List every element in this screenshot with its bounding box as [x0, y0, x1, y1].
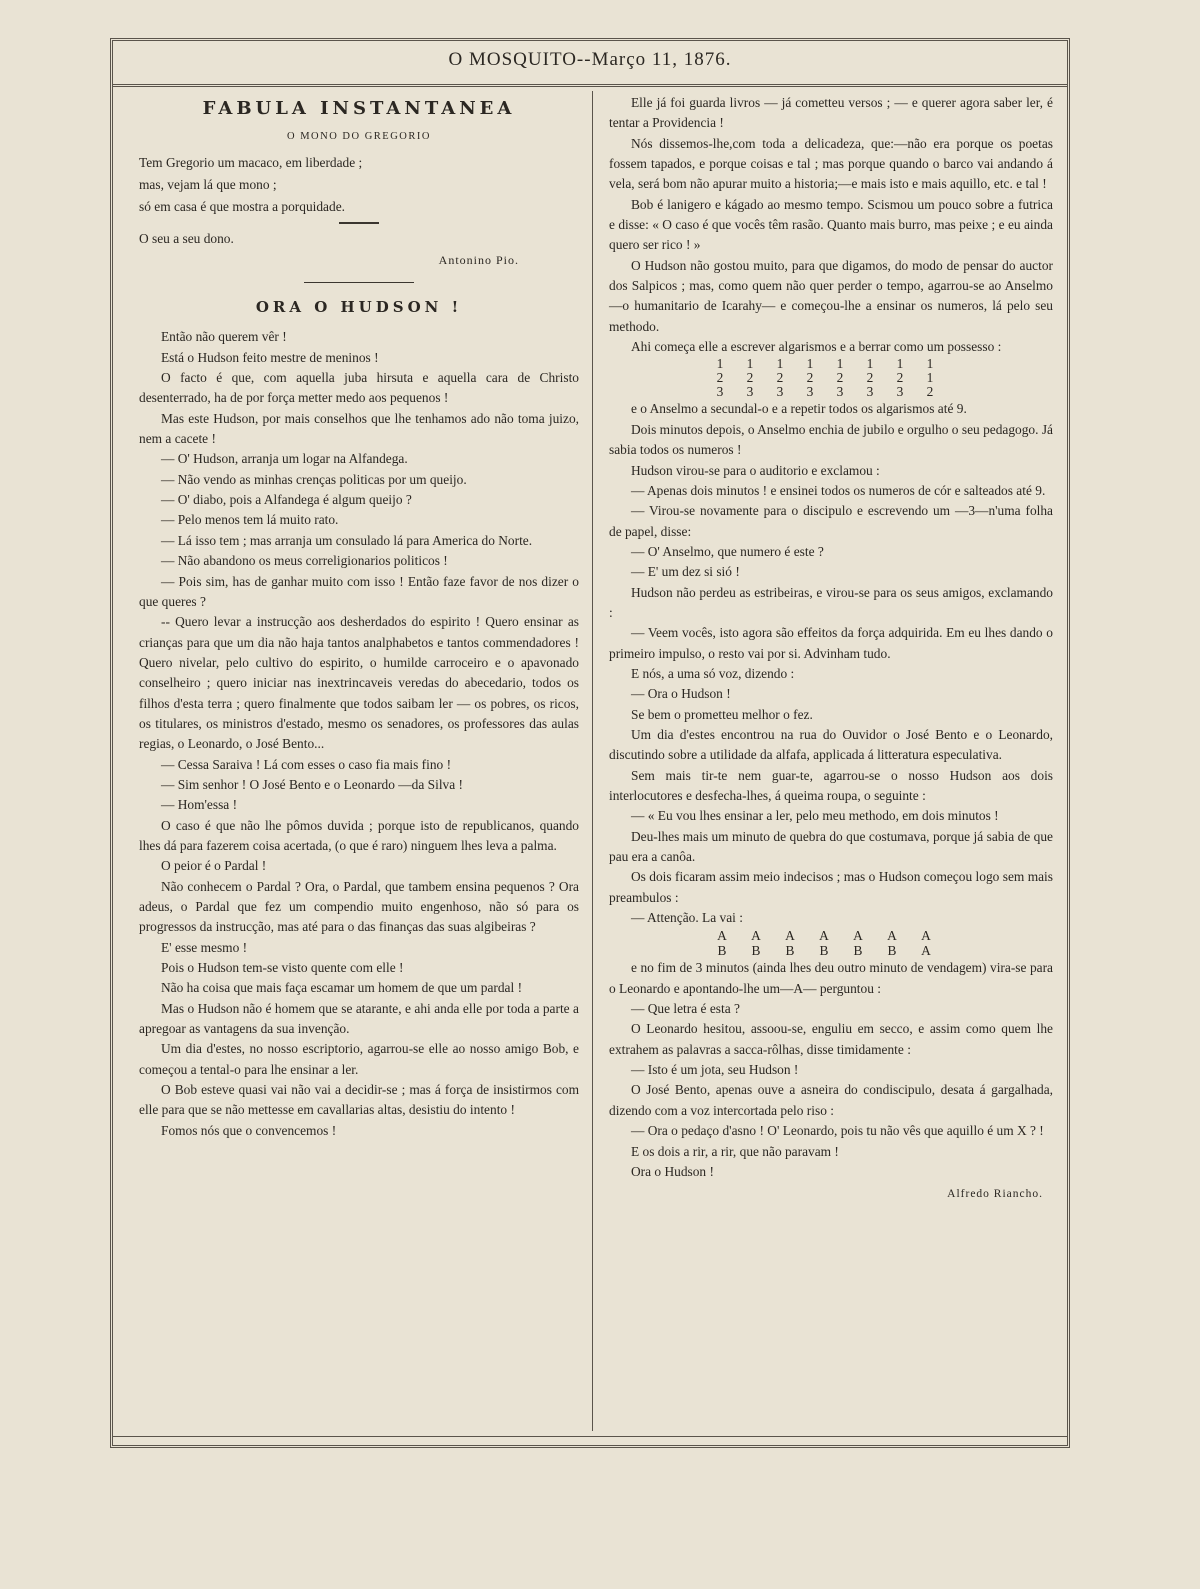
section-separator: [304, 282, 414, 283]
paragraph: — Veem vocês, isto agora são effeitos da força adquirida. Em eu lhes dando o primeiro impulso, o resto vai por si. Advinham tudo.: [609, 625, 1053, 661]
table-cell: A: [921, 943, 931, 959]
paragraph: — Isto é um jota, seu Hudson !: [631, 1062, 799, 1078]
paragraph: — Pelo menos tem lá muito rato.: [161, 512, 339, 528]
table-cell: B: [717, 943, 727, 959]
paragraph: O facto é que, com aquella juba hirsuta e aquella cara de Christo desenterrado, ha de por força metter medo aos pequenos !: [139, 370, 579, 406]
paragraph: -- Quero levar a instrucção aos desherdados do espirito ! Quero ensinar as crianças para que um dia não haja tantos analphabetos e tantos commendadores ! Quero nivelar, pelo cultivo do espirito, o humilde carroceiro e o apavonado conselheiro ; quero iniciar nas inextrincaveis veredas do abecedario, todos os filhos d'esta terra ; quero finalmente que todos saibam ler — os pobres, os ricos, os titulares, os ministros d'estado, mesmo os senadores, os professores das aulas regias, o Leonardo, o José Bento...: [139, 614, 579, 752]
paragraph: — Virou-se novamente para o discipulo e escrevendo um —3—n'uma folha de papel, disse:: [609, 503, 1053, 539]
poem-rule: [339, 222, 379, 224]
paragraph: Ahi começa elle a escrever algarismos e a berrar como um possesso :: [631, 339, 1002, 355]
table-cell: 2: [746, 370, 754, 386]
paragraph: Elle já foi guarda livros — já cometteu versos ; — e querer agora saber ler, é tentar a Providencia !: [609, 95, 1053, 131]
table-cell: A: [785, 928, 795, 944]
paragraph: — Cessa Saraiva ! Lá com esses o caso fia mais fino !: [161, 756, 452, 772]
paragraph: Sem mais tir-te nem guar-te, agarrou-se o nosso Hudson aos dois interlocutores e desfecha-lhes, á queima roupa, o seguinte :: [609, 767, 1053, 803]
paragraph: Um dia d'estes encontrou na rua do Ouvidor o José Bento e o Leonardo, discutindo sobre a utilidade da alfafa, applicada á litteratura especulativa.: [609, 726, 1053, 763]
paragraph: Dois minutos depois, o Anselmo enchia de jubilo e orgulho o seu pedagogo. Já sabia todos os numeros !: [609, 421, 1053, 458]
paragraph: — Pois sim, has de ganhar muito com isso ! Então faze favor de nos dizer o que queres ?: [139, 573, 579, 609]
table-cell: 1: [776, 356, 784, 372]
paragraph: Não ha coisa que mais faça escamar um homem de que um pardal !: [161, 980, 523, 996]
table-cell: 2: [866, 370, 874, 386]
paragraph: Pois o Hudson tem-se visto quente com elle !: [161, 960, 404, 976]
bottom-rule: [113, 1436, 1067, 1437]
paragraph: Nós dissemos-lhe,com toda a delicadeza, que:—não era porque os poetas fossem tapados, e porque coisas e tal ; mas porque quando o barco vai andando á vela, será bom não apurar muito a historia;—e mais isto e mais aquillo, etc. e tal !: [609, 135, 1053, 192]
left-column: [139, 93, 579, 1141]
paragraph: Um dia d'estes, no nosso escriptorio, agarrou-se elle ao nosso amigo Bob, e começou a tental-o para lhe ensinar a ler.: [139, 1041, 579, 1077]
paragraph: Não conhecem o Pardal ? Ora, o Pardal, que tambem ensina pequenos ? Ora adeus, o Pardal que fez um compendio muito engenhoso, não só para os progressos da instrucção, mas até para o das finanças das suas algibeiras ?: [139, 878, 579, 935]
right-article-body-c: [609, 958, 1053, 1182]
table-cell: 3: [836, 384, 844, 400]
right-column: [609, 93, 1053, 1205]
page-header: O MOSQUITO--Março 11, 1876.: [448, 49, 732, 70]
paragraph: Ora o Hudson !: [631, 1163, 714, 1179]
page-frame: [110, 38, 1070, 1448]
paragraph: — Attenção. La vai :: [631, 910, 743, 926]
paragraph: O José Bento, apenas ouve a asneira do condiscipulo, desata á gargalhada, dizendo com a voz intercortada pelo riso :: [609, 1082, 1053, 1118]
paragraph: E os dois a rir, a rir, que não paravam !: [631, 1143, 839, 1159]
table-cell: A: [751, 928, 761, 944]
paragraph: — Que letra é esta ?: [631, 1001, 740, 1017]
paragraph: O peior é o Pardal !: [161, 858, 267, 874]
table-cell: B: [751, 943, 761, 959]
table-cell: 3: [806, 384, 814, 400]
paragraph: Os dois ficaram assim meio indecisos ; mas o Hudson começou logo sem mais preambulos :: [609, 869, 1053, 905]
article-title: ORA O HUDSON !: [255, 298, 463, 317]
table-cell: 2: [806, 370, 814, 386]
paragraph: O Leonardo hesitou, assoou-se, enguliu em secco, e assim como quem lhe extrahem as palavras a sacca-rôlhas, disse timidamente :: [609, 1021, 1053, 1057]
table-cell: 1: [896, 356, 904, 372]
paragraph: Então não querem vêr !: [161, 329, 287, 345]
table-cell: A: [921, 928, 931, 944]
table-cell: 2: [716, 370, 724, 386]
table-cell: 3: [746, 384, 754, 400]
table-cell: 1: [746, 356, 754, 372]
table-cell: 3: [776, 384, 784, 400]
table-cell: 1: [926, 370, 934, 386]
table-cell: 1: [866, 356, 874, 372]
table-cell: B: [785, 943, 795, 959]
paragraph: — Não abandono os meus correligionarios politicos !: [161, 553, 448, 569]
paragraph: Se bem o prometteu melhor o fez.: [631, 706, 813, 722]
paragraph: e no fim de 3 minutos (ainda lhes deu outro minuto de vendagem) vira-se para o Leonardo e apontando-lhe um—A— perguntou :: [609, 960, 1053, 996]
table-cell: 1: [716, 356, 724, 372]
paragraph: e o Anselmo a secundal-o e a repetir todos os algarismos até 9.: [631, 401, 967, 417]
table-cell: 1: [926, 356, 934, 372]
table-cell: 2: [836, 370, 844, 386]
right-article-body-a: [609, 93, 1053, 357]
paragraph: O caso é que não lhe pômos duvida ; porque isto de republicanos, quando lhes dá para fazerem coisa acertada, (o que é raro) ninguem lhes leva a palma.: [139, 817, 579, 853]
poem-line: Tem Gregorio um macaco, em liberdade ;: [139, 154, 363, 170]
paragraph: — Hom'essa !: [161, 797, 238, 813]
table-cell: 2: [776, 370, 784, 386]
paragraph: — O' Anselmo, que numero é este ?: [631, 543, 824, 559]
table-cell: 2: [926, 384, 934, 400]
fabula-title: FABULA INSTANTANEA: [202, 98, 516, 119]
table-cell: 3: [896, 384, 904, 400]
paragraph: Mas este Hudson, por mais conselhos que lhe tenhamos ado não toma juizo, nem a cacete !: [139, 410, 579, 447]
table-cell: 1: [806, 356, 814, 372]
paragraph: Mas o Hudson não é homem que se atarante, e ahi anda elle por toda a parte a apregoar as vantagens da sua invenção.: [139, 1000, 579, 1037]
fabula-subtitle: O MONO DO GREGORIO: [287, 131, 431, 143]
paragraph: Bob é lanigero e kágado ao mesmo tempo. Scismou um pouco sobre a futrica e disse: « O caso é que vocês têm rasão. Quanto mais burro, mas peixe ; e eu ainda quero ser rico ! »: [609, 196, 1053, 253]
article-author: Alfredo Riancho.: [947, 1188, 1043, 1201]
paragraph: E nós, a uma só voz, dizendo :: [631, 665, 795, 681]
numbers-table: [705, 357, 1053, 399]
table-cell: 3: [866, 384, 874, 400]
paragraph: Hudson virou-se para o auditorio e exclamou :: [631, 462, 880, 478]
paragraph: Hudson não perdeu as estribeiras, e virou-se para os seus amigos, exclamando :: [609, 584, 1053, 620]
table-cell: B: [819, 943, 829, 959]
table-cell: A: [887, 928, 897, 944]
paragraph: — Apenas dois minutos ! e ensinei todos os numeros de cór e salteados até 9.: [631, 482, 1046, 498]
table-cell: 1: [836, 356, 844, 372]
letters-table: [705, 928, 1053, 958]
paragraph: Deu-lhes mais um minuto de quebra do que costumava, porque já sabia de que pau era a canôa.: [609, 828, 1053, 865]
table-cell: 2: [896, 370, 904, 386]
paragraph: O Hudson não gostou muito, para que digamos, do modo de pensar do auctor dos Salpicos ; mas, como quem não quer perder o tempo, agarrou-se ao Anselmo—o humanitario de Icarahy— e começou-lhe a ensinar os numeros, lá pelo seu methodo.: [609, 257, 1053, 334]
poem-last-line: O seu a seu dono.: [139, 230, 234, 246]
header-rule: [113, 84, 1067, 87]
poem-line: mas, vejam lá que mono ;: [139, 176, 277, 192]
paragraph: E' esse mesmo !: [161, 939, 248, 955]
paragraph: — Não vendo as minhas crenças politicas por um queijo.: [161, 471, 467, 487]
paragraph: — « Eu vou lhes ensinar a ler, pelo meu methodo, em dois minutos !: [631, 808, 999, 824]
poem-line: só em casa é que mostra a porquidade.: [139, 198, 345, 214]
table-cell: A: [853, 928, 863, 944]
paragraph: — O' Hudson, arranja um logar na Alfandega.: [161, 451, 408, 467]
paragraph: Fomos nós que o convencemos !: [161, 1122, 337, 1138]
table-cell: A: [819, 928, 829, 944]
paragraph: — Sim senhor ! O José Bento e o Leonardo —da Silva !: [161, 776, 463, 792]
left-article-body: [139, 327, 579, 1141]
paragraph: Está o Hudson feito mestre de meninos !: [161, 349, 379, 365]
table-cell: 3: [716, 384, 724, 400]
table-cell: B: [887, 943, 897, 959]
paragraph: — O' diabo, pois a Alfandega é algum queijo ?: [161, 492, 412, 508]
paragraph: — Ora o pedaço d'asno ! O' Leonardo, pois tu não vês que aquillo é um X ? !: [631, 1123, 1044, 1139]
column-divider: [592, 91, 593, 1431]
poem-author: Antonino Pio.: [438, 252, 519, 267]
table-cell: A: [717, 928, 727, 944]
paragraph: O Bob esteve quasi vai não vai a decidir-se ; mas á força de insistirmos com elle para que se não mettesse em cavallarias altas, desistiu do intento !: [139, 1082, 579, 1118]
paragraph: — Ora o Hudson !: [631, 686, 731, 702]
paragraph: — Lá isso tem ; mas arranja um consulado lá para America do Norte.: [161, 532, 533, 548]
paragraph: — E' um dez si sió !: [631, 564, 740, 580]
table-cell: B: [853, 943, 863, 959]
right-article-body-b: [609, 399, 1053, 928]
